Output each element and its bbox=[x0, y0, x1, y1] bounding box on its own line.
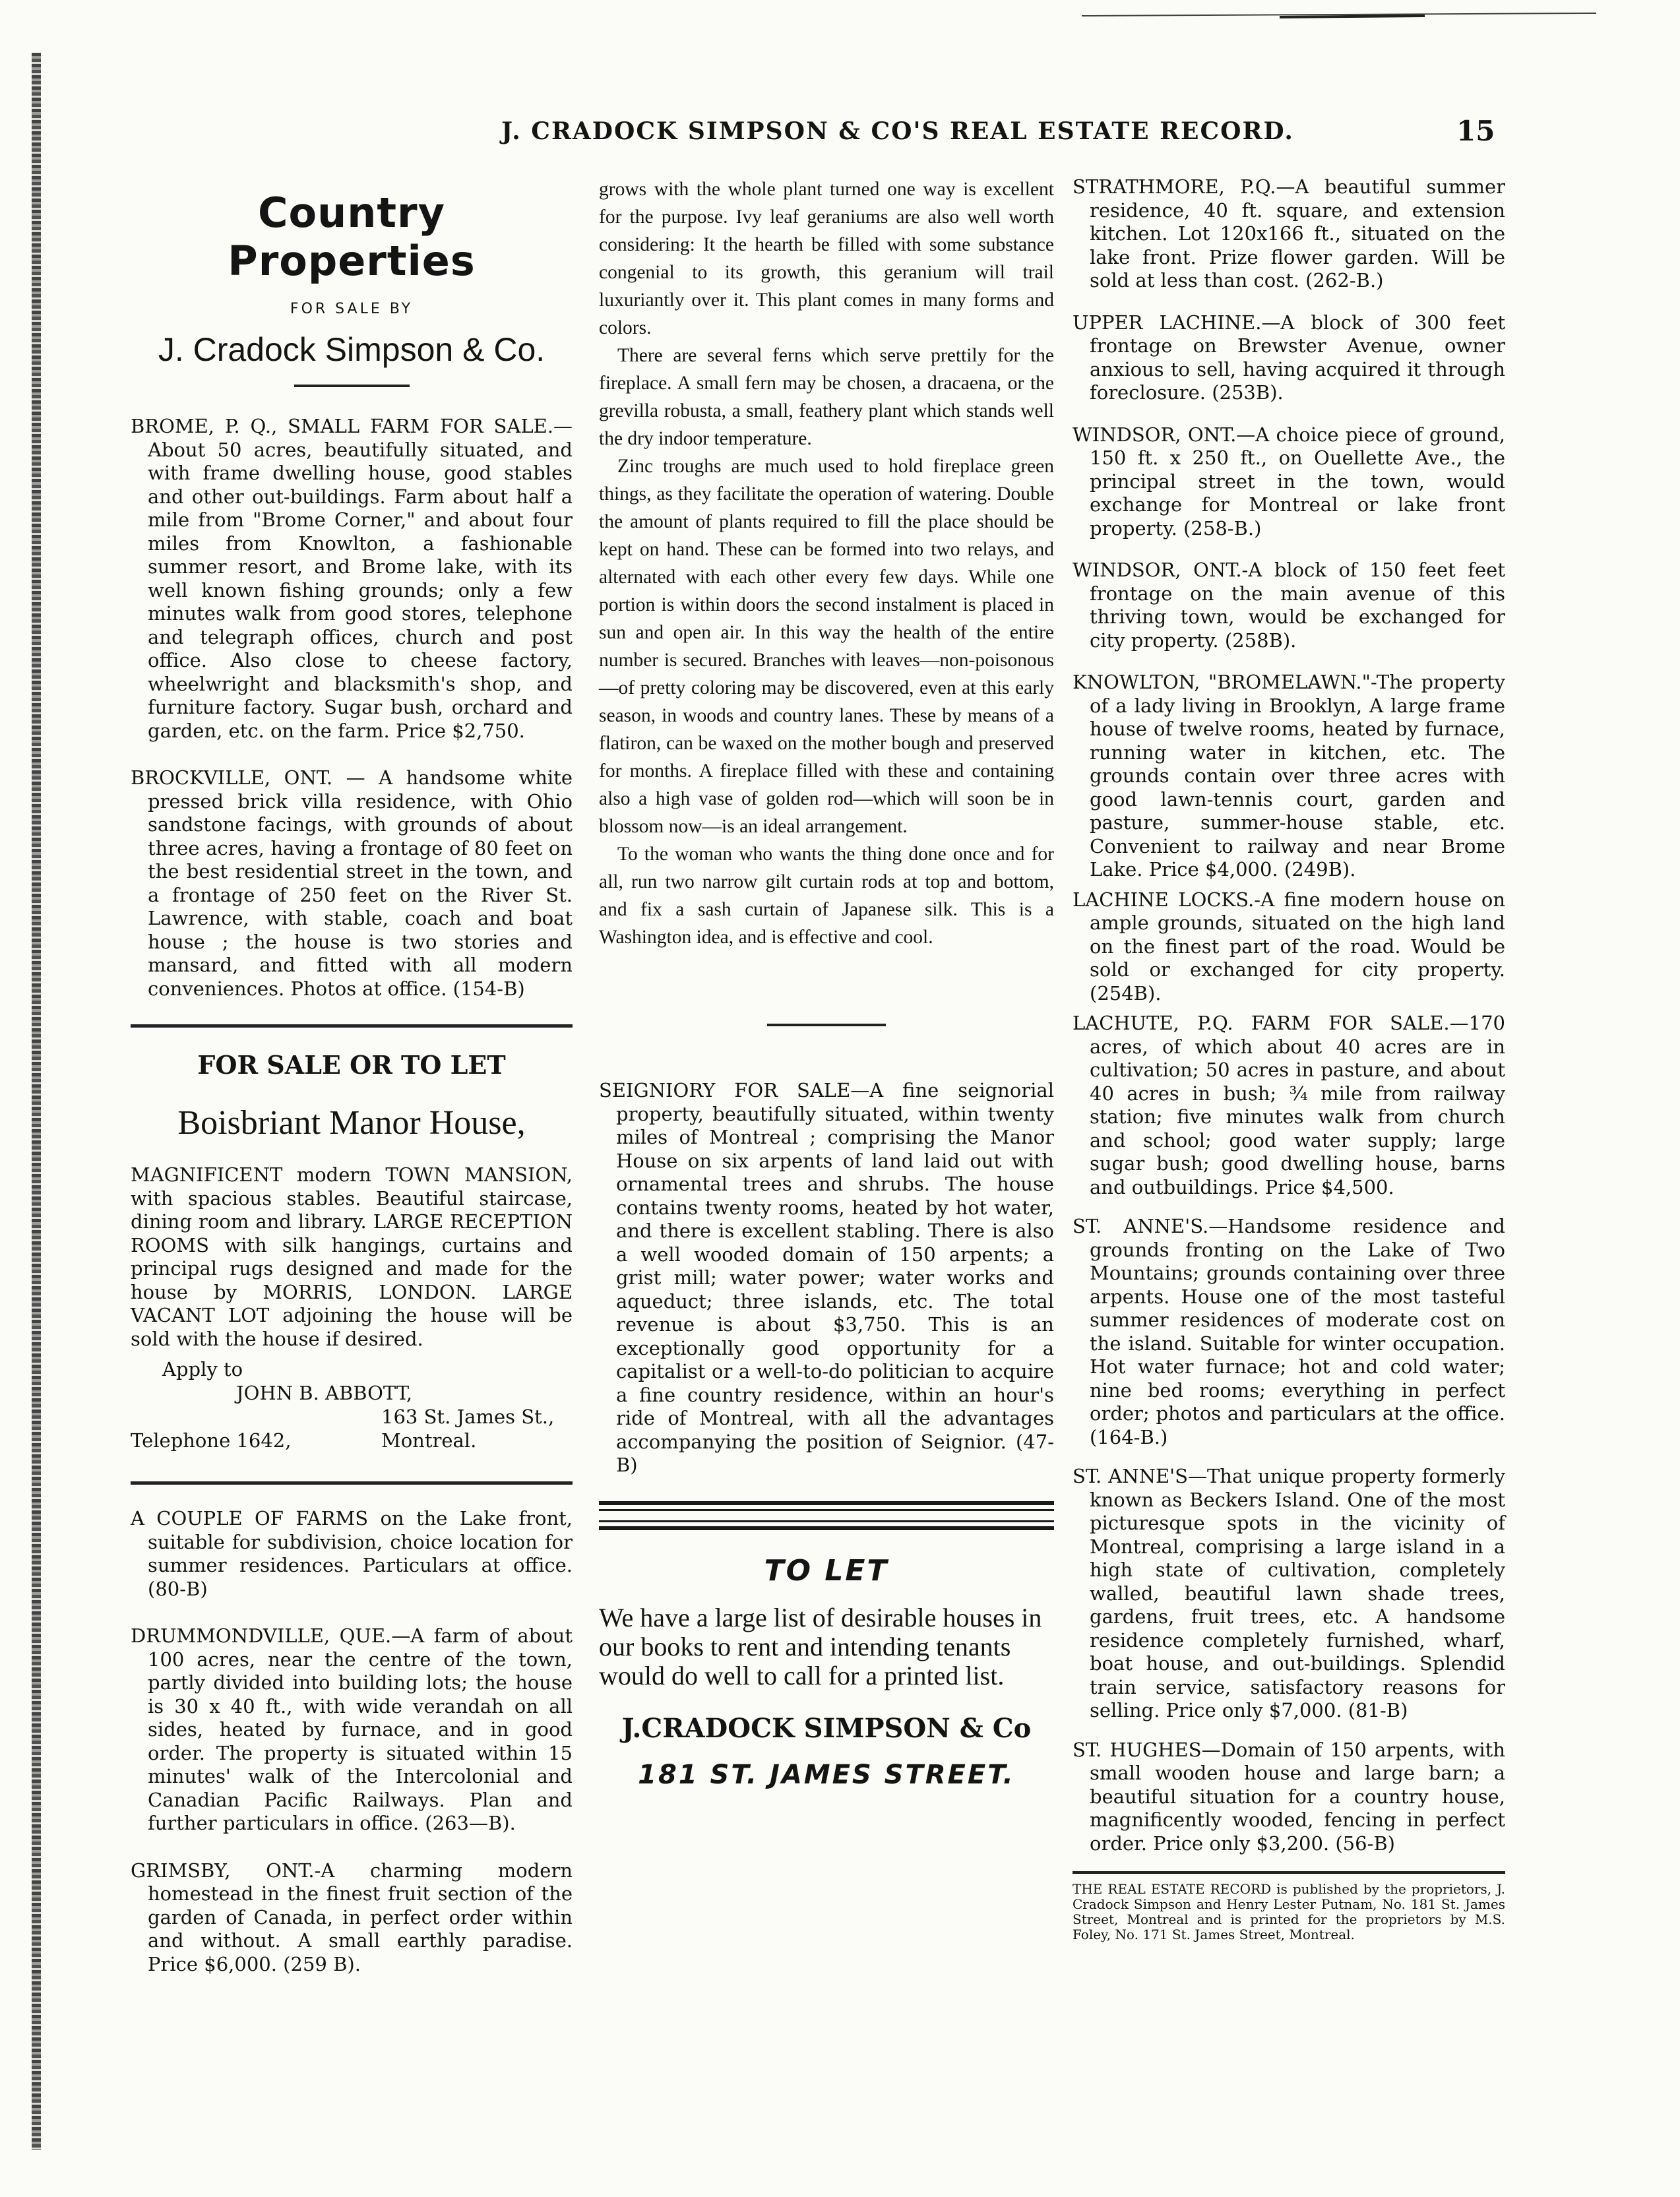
listing-seigniory: SEIGNIORY FOR SALE—A fine seignorial property, beautifully situated, within twenty miles of Montreal ; comprising the Manor House on six arpents of land laid out with ornamental trees and shrubs. The house contains twenty rooms, heated by hot water, and there is excellent stabling. There is also a well wooded domain of 150 arpents; a grist mill; water power; water works and aqueduct; three islands, etc. The total revenue is about $3,750. This is an exceptionally good opportunity for a capitalist or a well-to-do politician to acquire a fine country residence, within an hour's ride of Montreal, with all the advantages accompanying the position of Seignior. (47-B) bbox=[599, 1079, 1054, 1476]
column-middle bbox=[599, 175, 1054, 1790]
listing-grimsby: GRIMSBY, ONT.-A charming modern homestead in the finest fruit section of the garden of Canada, in perfect order within and without. A small earthly paradise. Price $6,000. (259 B). bbox=[131, 1859, 573, 1975]
contact-block bbox=[131, 1357, 573, 1452]
listing-st-hughes: ST. HUGHES—Domain of 150 arpents, with small wooden house and large barn; a beautiful situation for a country house, magnificently wooded, fencing in perfect order. Price only $3,200. (56-B) bbox=[1073, 1738, 1505, 1855]
scan-edge-decoration bbox=[32, 53, 41, 2150]
contact-address: 163 St. James St., bbox=[381, 1406, 555, 1428]
contact-name: JOHN B. ABBOTT, bbox=[236, 1382, 413, 1404]
column-left bbox=[131, 175, 573, 2000]
running-title: J. CRADOCK SIMPSON & CO'S REAL ESTATE RECORD. bbox=[501, 117, 1294, 145]
article-paragraph: There are several ferns which serve prettily for the fireplace. A small fern may be chosen, a dracaena, or the grevilla robusta, a small, feathery plant which stands well the dry indoor temperature. bbox=[599, 345, 1054, 449]
listing-strathmore: STRATHMORE, P.Q.—A beautiful summer residence, 40 ft. square, and extension kitchen. Lot 120x166 ft., situated on the lake front. Prize flower garden. Will be sold at less than cost. (262-B.) bbox=[1073, 175, 1505, 292]
page-number: 15 bbox=[1456, 115, 1495, 147]
listing-drummondville: DRUMMONDVILLE, QUE.—A farm of about 100 acres, near the centre of the town, partly divided into building lots; the house is 30 x 40 ft., with wide verandah on all sides, heated by furnace, and in good order. The property is situated within 15 minutes' walk of the Intercolonial and Canadian Pacific Railways. Plan and further particulars in office. (263—B). bbox=[131, 1625, 573, 1834]
listing-brockville: BROCKVILLE, ONT. — A handsome white pressed brick villa residence, with Ohio sandstone facings, with grounds of about three acres, having a frontage of 80 feet on the best residential street in the town, and a frontage of 250 feet on the River St. Lawrence, with stable, coach and boat house ; the house is two stories and mansard, and fitted with all modern conveniences. Photos at office. (154-B) bbox=[131, 766, 573, 1000]
double-rule bbox=[599, 1501, 1054, 1511]
listing-windsor-ground: WINDSOR, ONT.—A choice piece of ground, 150 ft. x 250 ft., on Ouellette Ave., the principal street in the town, would exchange for Montreal or lake front property. (258-B.) bbox=[1073, 423, 1505, 540]
listing-windsor-block: WINDSOR, ONT.-A block of 150 feet feet frontage on the main avenue of this thriving town, would be exchanged for city property. (258B). bbox=[1073, 559, 1505, 652]
publisher-colophon: THE REAL ESTATE RECORD is published by the proprietors, J. Cradock Simpson and Henry Lester Putnam, No. 181 St. James Street, Montreal and is printed for the proprietors by M.S. Foley, No. 171 St. James Street, Montreal. bbox=[1073, 1871, 1505, 1942]
article-paragraph: To the woman who wants the thing done once and for all, run two narrow gilt curtain rods at top and bottom, and fix a sash curtain of Japanese silk. This is a Washington idea, and is effective and cool. bbox=[599, 844, 1054, 948]
manor-house-description: MAGNIFICENT modern TOWN MANSION, with spacious stables. Beautiful staircase, dining room and library. LARGE RECEPTION ROOMS with silk hangings, curtains and principal rugs designed and made for the house by MORRIS, LONDON. LARGE VACANT LOT adjoining the house will be sold with the house if desired. bbox=[131, 1163, 573, 1350]
firm-street-address: 181 ST. JAMES STREET. bbox=[638, 1759, 1015, 1790]
firm-name-heading: J. Cradock Simpson & Co. bbox=[158, 331, 545, 368]
column-right bbox=[1073, 175, 1505, 1942]
divider bbox=[294, 385, 410, 387]
firm-name-footer: J.CRADOCK SIMPSON & Co bbox=[621, 1712, 1032, 1744]
to-let-title: TO LET bbox=[764, 1553, 889, 1588]
running-header bbox=[0, 117, 1680, 157]
divider bbox=[767, 1024, 886, 1026]
sale-or-let-title: FOR SALE OR TO LET bbox=[197, 1050, 506, 1080]
listing-lachute: LACHUTE, P.Q. FARM FOR SALE.—170 acres, of which about 40 acres are in cultivation; 50 acres in pasture, and about 40 acres in bush; ¾ mile from railway station; five minutes walk from church and school; good water supply; large sugar bush; good dwelling house, barns and outbuildings. Price $4,500. bbox=[1073, 1012, 1505, 1198]
country-properties-heading: Country Properties bbox=[228, 189, 476, 285]
listing-knowlton: KNOWLTON, "BROMELAWN."-The property of a lady living in Brooklyn, A large frame house of twelve rooms, heated by furnace, running water in kitchen, etc. The grounds contain over three acres with good lawn-tennis court, garden and pasture, summer-house stable, etc. Convenient to railway and near Brome Lake. Price $4,000. (249B). bbox=[1073, 671, 1505, 881]
apply-to-label: Apply to bbox=[162, 1358, 243, 1380]
to-let-text: We have a large list of desirable houses in our books to rent and intending tenants would do well to call for a printed list. bbox=[599, 1602, 1042, 1690]
manor-house-title: Boisbriant Manor House, bbox=[177, 1104, 526, 1142]
article-paragraph: Zinc troughs are much used to hold fireplace green things, as they facilitate the operation of watering. Double the amount of plants required to fill the place should be kept on hand. These can be formed into two relays, and alternated with each other every few days. While one portion is within doors the second instalment is placed in sun and open air. In this way the health of the entire number is secured. Branches with leaves—non-poisonous—of pretty coloring may be discovered, even at this early season, in woods and country lanes. These by means of a flatiron, can be waxed on the mother bough and preserved for months. A fireplace filled with these and containing also a high vase of golden rod—which will soon be in blossom now—is an ideal arrangement. bbox=[599, 456, 1054, 837]
double-rule bbox=[599, 1520, 1054, 1530]
for-sale-by-label: FOR SALE BY bbox=[290, 301, 414, 317]
contact-city: Montreal. bbox=[381, 1429, 477, 1452]
listing-couple-of-farms: A COUPLE OF FARMS on the Lake front, suitable for subdivision, choice location for summer residences. Particulars at office. (80-B) bbox=[131, 1507, 573, 1600]
listing-st-annes-island: ST. ANNE'S—That unique property formerly known as Beckers Island. One of the most picturesque spots in the vicinity of Montreal, comprising a large island in a high state of cultivation, completely walled, beautiful lawn shade trees, gardens, fruit trees, etc. A handsome residence completely furnished, wharf, boat house, and out-buildings. Splendid train service, satisfactory reasons for selling. Price only $7,000. (81-B) bbox=[1073, 1465, 1505, 1721]
listing-brome: BROME, P. Q., SMALL FARM FOR SALE.—About 50 acres, beautifully situated, and with frame dwelling house, good stables and other out-buildings. Farm about half a mile from "Brome Corner," and about four miles from Knowlton, a fashionable summer resort, and Brome lake, with its well known fishing grounds; only a few minutes walk from good stores, telephone and telegraph offices, church and post office. Also close to cheese factory, wheelwright and blacksmith's shop, and furniture factory. Sugar bush, orchard and garden, etc. on the farm. Price $2,750. bbox=[131, 415, 573, 742]
listing-upper-lachine: UPPER LACHINE.—A block of 300 feet frontage on Brewster Avenue, owner anxious to sell, having acquired it through foreclosure. (253B). bbox=[1073, 311, 1505, 404]
scan-noise-decoration bbox=[1082, 9, 1596, 21]
listing-lachine-locks: LACHINE LOCKS.-A fine modern house on ample grounds, situated on the high land on the finest part of the road. Would be sold or exchanged for city property. (254B). bbox=[1073, 888, 1505, 1005]
divider bbox=[131, 1481, 573, 1485]
divider bbox=[131, 1024, 573, 1028]
article-paragraph: grows with the whole plant turned one way is excellent for the purpose. Ivy leaf geraniums are also well worth considering: It the hearth be filled with some substance congenial to its growth, this geranium will trail luxuriantly over it. This plant comes in many forms and colors. bbox=[599, 179, 1054, 338]
telephone-number: Telephone 1642, bbox=[131, 1429, 292, 1452]
listing-st-annes-residence: ST. ANNE'S.—Handsome residence and grounds fronting on the Lake of Two Mountains; grounds containing over three arpents. House one of the most tasteful summer residences of moderate cost on the island. Suitable for winter occupation. Hot water furnace; hot and cold water; nine bed rooms; everything in perfect order; photos and particulars at the office. (164-B.) bbox=[1073, 1215, 1505, 1448]
